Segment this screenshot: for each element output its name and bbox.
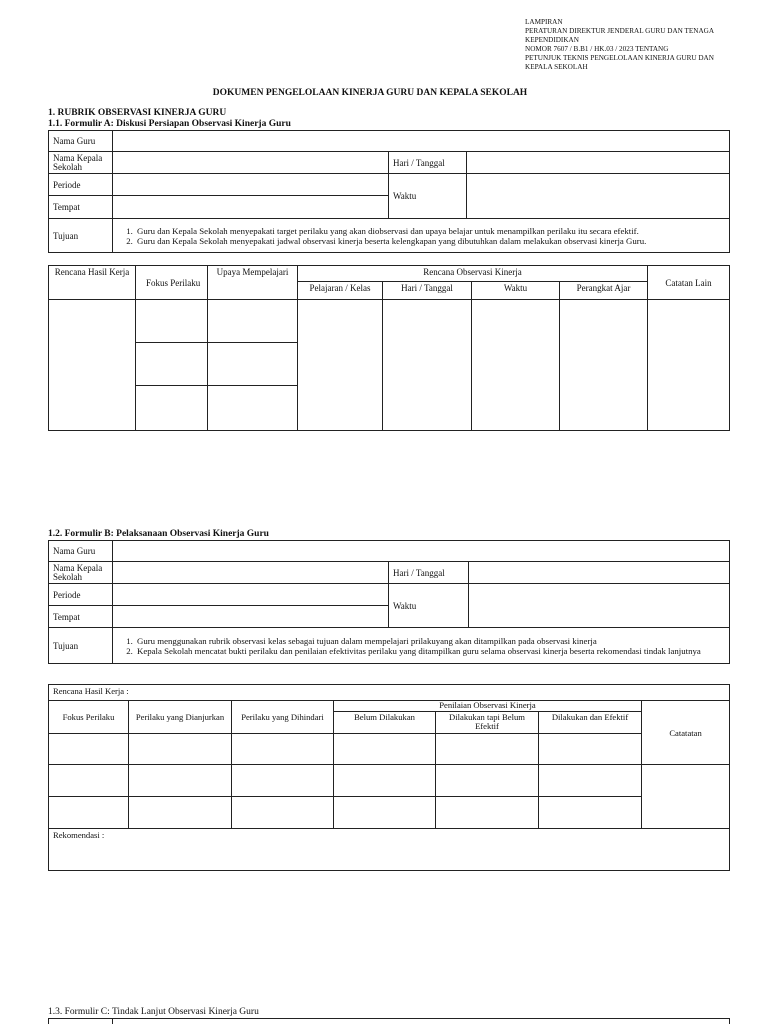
header-belum: Belum Dilakukan (334, 712, 436, 734)
cell-upaya[interactable] (208, 343, 298, 386)
form-b-identity-table (48, 540, 730, 664)
label-nama-guru: Nama Guru (49, 131, 113, 152)
cell-tapi-belum[interactable] (436, 734, 539, 765)
header-waktu: Waktu (472, 282, 560, 300)
header-fokus: Fokus Perilaku (49, 701, 129, 734)
cell-rencana-hasil[interactable] (49, 300, 136, 431)
cell-belum[interactable] (334, 765, 436, 797)
annex-line: NOMOR 7607 / B.B1 / HK.03 / 2023 TENTANG (525, 45, 669, 53)
label-nama-kepala: Nama Kepala Sekolah (49, 562, 113, 584)
header-hari: Hari / Tanggal (383, 282, 472, 300)
cell-tapi-belum[interactable] (436, 765, 539, 797)
cell-fokus[interactable] (136, 300, 208, 343)
header-rencana-obs: Rencana Observasi Kinerja (298, 266, 648, 282)
label-waktu: Waktu (389, 584, 469, 628)
header-catatan: Catatatan (642, 701, 730, 765)
header-upaya: Upaya Mempelajari (208, 266, 298, 300)
header-efektif: Dilakukan dan Efektif (539, 712, 642, 734)
label-hari-tanggal: Hari / Tanggal (389, 562, 469, 584)
field-waktu[interactable] (467, 174, 730, 219)
field-hari-tanggal[interactable] (467, 152, 730, 174)
field-tempat[interactable] (113, 606, 389, 628)
cell-fokus[interactable] (49, 797, 129, 829)
annex-line: KEPENDIDIKAN (525, 36, 579, 44)
cell-pelajaran[interactable] (298, 300, 383, 431)
header-rencana-hasil: Rencana Hasil Kerja (49, 266, 136, 300)
field-rekomendasi[interactable] (49, 829, 730, 871)
form-a-title: 1.1. Formulir A: Diskusi Persiapan Observasi Kinerja Guru (48, 119, 291, 129)
label-nama-guru: Nama Guru (49, 541, 113, 562)
cell-dihindari[interactable] (232, 734, 334, 765)
cell-fokus[interactable] (49, 765, 129, 797)
label-rencana-hasil: Rencana Hasil Kerja : (49, 685, 730, 701)
label-nama-kepala: Nama Kepala Sekolah (49, 152, 113, 174)
cell-upaya[interactable] (208, 300, 298, 343)
header-perangkat: Perangkat Ajar (560, 282, 648, 300)
form-b-assessment-table (48, 684, 730, 871)
cell-dianjurkan[interactable] (129, 765, 232, 797)
field-waktu[interactable] (469, 584, 730, 628)
section-title: 1. RUBRIK OBSERVASI KINERJA GURU (48, 108, 227, 118)
label-hari-tanggal: Hari / Tanggal (389, 152, 467, 174)
cell-waktu[interactable] (472, 300, 560, 431)
cell-fokus[interactable] (49, 734, 129, 765)
label-tujuan: Tujuan (49, 628, 113, 664)
cell-belum[interactable] (334, 797, 436, 829)
cell-efektif[interactable] (539, 765, 642, 797)
header-dihindari: Perilaku yang Dihindari (232, 701, 334, 734)
form-c-table (48, 1018, 730, 1024)
field-hari-tanggal[interactable] (469, 562, 730, 584)
document-title: DOKUMEN PENGELOLAAN KINERJA GURU DAN KEPALA SEKOLAH (212, 88, 528, 98)
cell-belum[interactable] (334, 734, 436, 765)
annex-line: LAMPIRAN (525, 18, 563, 26)
header-penilaian: Penilaian Observasi Kinerja (334, 701, 642, 712)
field-periode[interactable] (113, 584, 389, 606)
cell-dihindari[interactable] (232, 797, 334, 829)
annex-line: PETUNJUK TEKNIS PENGELOLAAN KINERJA GURU DAN (525, 54, 714, 62)
annex-line: KEPALA SEKOLAH (525, 63, 588, 71)
label-tempat: Tempat (49, 196, 113, 219)
cell-dihindari[interactable] (232, 765, 334, 797)
tujuan-item: 1. Guru dan Kepala Sekolah menyepakati target perilaku yang akan diobservasi dan upaya belajar untuk menampilkan perilaku itu secara efektif. (135, 226, 725, 236)
cell-fokus[interactable] (136, 343, 208, 386)
form-c-title: 1.3. Formulir C: Tindak Lanjut Observasi Kinerja Guru (48, 1007, 259, 1017)
header-fokus: Fokus Perilaku (136, 266, 208, 300)
tujuan-list (113, 628, 730, 664)
field-nama-guru[interactable] (113, 541, 730, 562)
tujuan-item: 2. Guru dan Kepala Sekolah menyepakati jadwal observasi kinerja beserta kelengkapan yang dibutuhkan dalam melakukan observasi kinerja Guru. (135, 236, 725, 246)
tujuan-item: 1. Guru menggunakan rubrik observasi kelas sebagai tujuan dalam mempelajari prilakuyang akan ditampilkan pada observasi kinerja (135, 636, 725, 646)
header-pelajaran: Pelajaran / Kelas (298, 282, 383, 300)
form-b-title: 1.2. Formulir B: Pelaksanaan Observasi Kinerja Guru (48, 529, 269, 539)
cell-efektif[interactable] (539, 734, 642, 765)
cell-perangkat[interactable] (560, 300, 648, 431)
cell-hari[interactable] (383, 300, 472, 431)
label-periode: Periode (49, 584, 113, 606)
header-catatan: Catatan Lain (648, 266, 730, 300)
form-c-label-cell (49, 1019, 113, 1024)
annex-line: PERATURAN DIREKTUR JENDERAL GURU DAN TENAGA (525, 27, 715, 35)
field-nama-kepala[interactable] (113, 562, 389, 584)
label-rekomendasi: Rekomendasi : (53, 830, 105, 840)
header-dianjurkan: Perilaku yang Dianjurkan (129, 701, 232, 734)
cell-upaya[interactable] (208, 386, 298, 431)
tujuan-item: 2. Kepala Sekolah mencatat bukti perilaku dan penilaian efektivitas perilaku yang ditampilkan guru selama observasi kinerja beserta rekomendasi tindak lanjutnya (135, 646, 725, 656)
cell-tapi-belum[interactable] (436, 797, 539, 829)
form-c-field-cell[interactable] (113, 1019, 730, 1024)
label-tujuan: Tujuan (49, 219, 113, 253)
annex-header (525, 18, 750, 72)
form-a-identity-table (48, 130, 730, 253)
cell-dianjurkan[interactable] (129, 734, 232, 765)
field-nama-kepala[interactable] (113, 152, 389, 174)
header-tapi-belum: Dilakukan tapi Belum Efektif (436, 712, 539, 734)
field-nama-guru[interactable] (113, 131, 730, 152)
label-tempat: Tempat (49, 606, 113, 628)
field-tempat[interactable] (113, 196, 389, 219)
label-waktu: Waktu (389, 174, 467, 219)
field-periode[interactable] (113, 174, 389, 196)
form-a-plan-table (48, 265, 730, 431)
label-periode: Periode (49, 174, 113, 196)
cell-catatan[interactable] (648, 300, 730, 431)
cell-fokus[interactable] (136, 386, 208, 431)
tujuan-list (113, 219, 730, 253)
cell-dianjurkan[interactable] (129, 797, 232, 829)
cell-efektif[interactable] (539, 797, 642, 829)
